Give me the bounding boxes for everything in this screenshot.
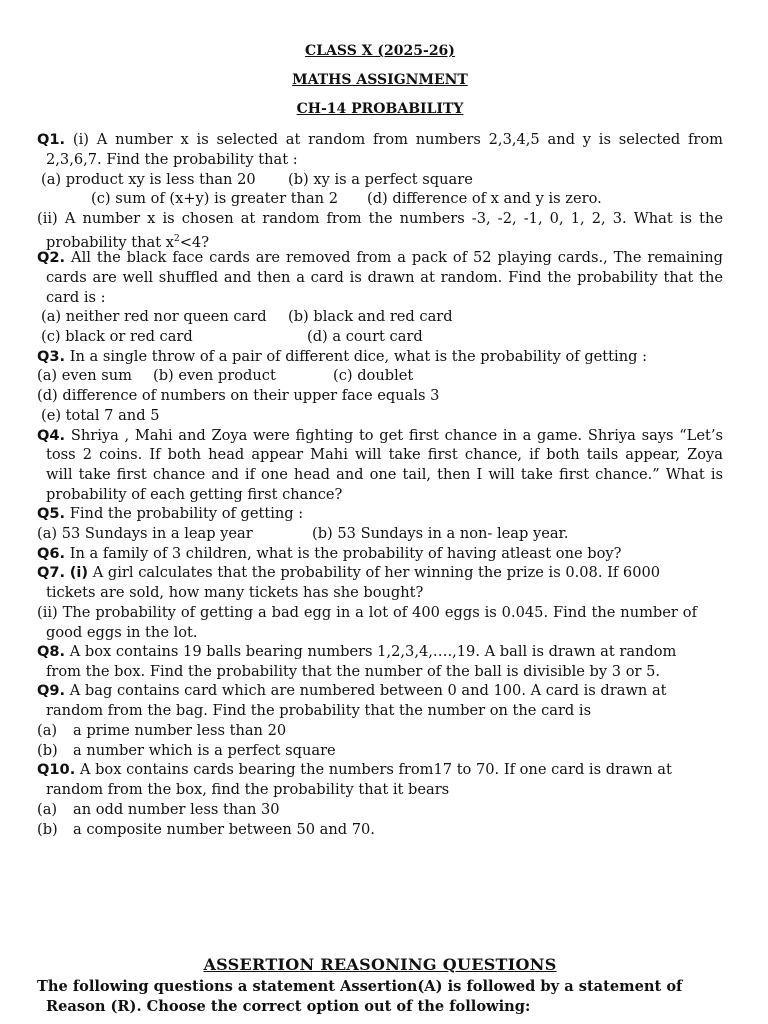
q2-option-a: (a) neither red nor queen card <box>41 308 267 325</box>
q9-option-b: a number which is a perfect square <box>73 742 336 759</box>
q4-line-3: will take first chance and if one head and one tail, then I will take first chance.” What is <box>46 466 723 483</box>
q4-line-1 <box>37 427 723 445</box>
q1-line-1 <box>37 131 723 149</box>
q10-line-2: random from the box, find the probability that it bears <box>46 781 450 798</box>
q1-number: Q1. <box>37 131 66 148</box>
q5-text-1: Find the probability of getting : <box>69 505 304 522</box>
q1-ii-superscript: 2 <box>173 234 180 244</box>
q1-option-d: (d) difference of x and y is zero. <box>367 190 602 207</box>
q7-part-ii-line-2: good eggs in the lot. <box>46 624 198 641</box>
q3-option-a: (a) even sum <box>37 367 133 384</box>
q9-option-b-label: (b) <box>37 742 58 759</box>
q1-ii-text-b: <4? <box>179 233 210 251</box>
q7-part-ii-line-1: (ii) The probability of getting a bad egg in a lot of 400 eggs is 0.045. Find the number of <box>37 604 697 621</box>
q7-line-1 <box>37 564 660 582</box>
q3-option-d: (d) difference of numbers on their upper face equals 3 <box>37 387 440 404</box>
q8-line-1 <box>37 643 676 661</box>
q7-line-2: tickets are sold, how many tickets has she bought? <box>46 584 424 601</box>
assertion-instructions-line-2: Reason (R). Choose the correct option out of the following: <box>46 998 531 1015</box>
q2-text-1: All the black face cards are removed from a pack of 52 playing cards., The remaining <box>71 249 723 266</box>
q3-option-e: (e) total 7 and 5 <box>41 407 160 424</box>
q7-text-1: A girl calculates that the probability of her winning the prize is 0.08. If 6000 <box>92 564 661 581</box>
q9-text-1: A bag contains card which are numbered between 0 and 100. A card is drawn at <box>69 682 667 699</box>
assertion-reasoning-heading: ASSERTION REASONING QUESTIONS <box>203 955 557 974</box>
q10-option-b: a composite number between 50 and 70. <box>73 821 375 838</box>
q9-number: Q9. <box>37 682 66 699</box>
q9-line-2: random from the bag. Find the probability that the number on the card is <box>46 702 592 719</box>
q2-option-d: (d) a court card <box>307 328 423 345</box>
q2-line-2: cards are well shuffled and then a card is drawn at random. Find the probability that the <box>46 269 723 286</box>
q1-option-a: (a) product xy is less than 20 <box>41 171 256 188</box>
q2-number: Q2. <box>37 249 66 266</box>
q1-option-b: (b) xy is a perfect square <box>288 171 473 188</box>
q9-option-a: a prime number less than 20 <box>73 722 287 739</box>
q1-ii-text-a: probability that x <box>46 233 174 251</box>
q5-line-1 <box>37 505 303 523</box>
q10-option-b-label: (b) <box>37 821 58 838</box>
q5-option-b: (b) 53 Sundays in a non- leap year. <box>312 525 569 542</box>
q10-option-a: an odd number less than 30 <box>73 801 280 818</box>
q8-number: Q8. <box>37 643 66 660</box>
q2-option-b: (b) black and red card <box>288 308 453 325</box>
q8-text-1: A box contains 19 balls bearing numbers 1,2,3,4,….,19. A ball is drawn at random <box>69 643 677 660</box>
q2-line-1 <box>37 249 723 267</box>
q3-text-1: In a single throw of a pair of different dice, what is the probability of getting : <box>69 348 648 365</box>
q7-number: Q7. <box>37 564 66 581</box>
q1-line-2: 2,3,6,7. Find the probability that : <box>46 151 298 168</box>
assertion-instructions-line-1: The following questions a statement Assertion(A) is followed by a statement of <box>37 978 683 995</box>
q2-option-c: (c) black or red card <box>41 328 193 345</box>
q10-number: Q10. <box>37 761 76 778</box>
q4-text-1: Shriya , Mahi and Zoya were fighting to get first chance in a game. Shriya says “Let’s <box>70 427 724 444</box>
q6-text-1: In a family of 3 children, what is the probability of having atleast one boy? <box>69 545 622 562</box>
q3-number: Q3. <box>37 348 66 365</box>
q3-option-c: (c) doublet <box>333 367 414 384</box>
q7-part-i-label: (i) <box>69 564 89 581</box>
q10-text-1: A box contains cards bearing the numbers from17 to 70. If one card is drawn at <box>79 761 672 778</box>
q5-option-a: (a) 53 Sundays in a leap year <box>37 525 253 542</box>
q9-option-a-label: (a) <box>37 722 58 739</box>
q5-number: Q5. <box>37 505 66 522</box>
q4-line-4: probability of each getting first chance? <box>46 486 343 503</box>
assignment-heading: MATHS ASSIGNMENT <box>292 72 468 88</box>
q4-number: Q4. <box>37 427 66 444</box>
q1-option-c: (c) sum of (x+y) is greater than 2 <box>91 190 338 207</box>
q4-line-2: toss 2 coins. If both head appear Mahi will take first chance, if both tails appear, Zoya <box>46 446 723 463</box>
q8-line-2: from the box. Find the probability that the number of the ball is divisible by 3 or 5. <box>46 663 661 680</box>
q10-option-a-label: (a) <box>37 801 58 818</box>
q3-option-b: (b) even product <box>153 367 276 384</box>
q9-line-1 <box>37 682 667 700</box>
chapter-heading: CH-14 PROBABILITY <box>296 101 464 117</box>
class-heading: CLASS X (2025-26) <box>305 43 455 59</box>
q6-number: Q6. <box>37 545 66 562</box>
q10-line-1 <box>37 761 672 779</box>
q1-text-1: (i) A number x is selected at random from numbers 2,3,4,5 and y is selected from <box>72 131 724 148</box>
q6-line-1 <box>37 545 621 563</box>
q2-line-3: card is : <box>46 289 106 306</box>
q3-line-1 <box>37 348 647 366</box>
q1-part-ii-line-1: (ii) A number x is chosen at random from the numbers -3, -2, -1, 0, 1, 2, 3. What is the <box>37 210 723 227</box>
